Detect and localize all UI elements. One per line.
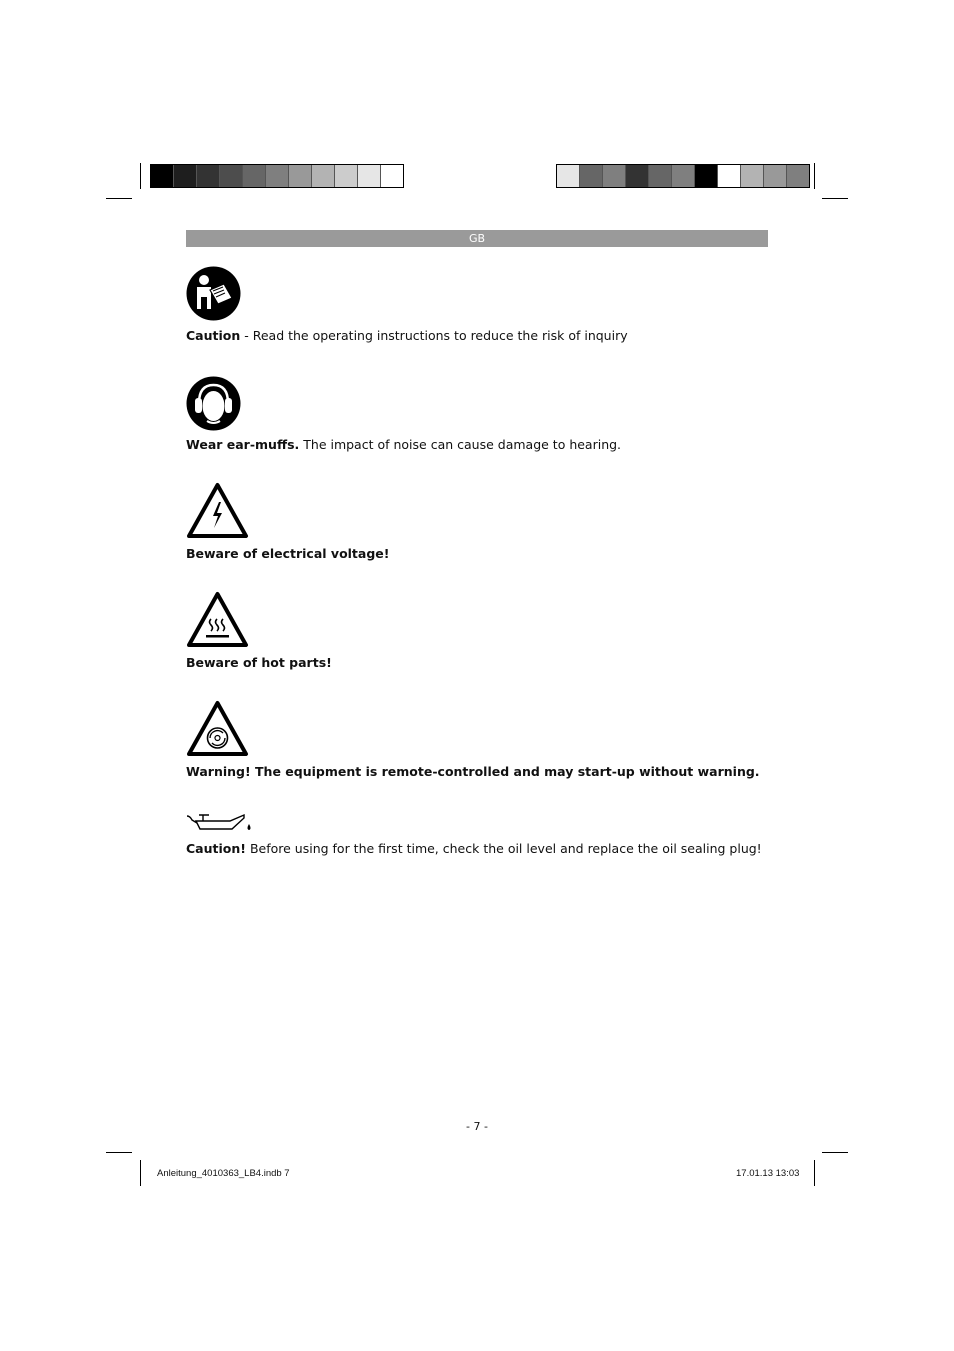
footer-filename: Anleitung_4010363_LB4.indb 7 [157,1168,290,1179]
hot-surface-warning-icon [186,591,249,652]
read-manual-icon [186,266,241,325]
caption-bold: Beware of electrical voltage! [186,546,390,561]
caption-read-manual [186,328,628,343]
color-calibration-bar-right [556,164,810,188]
footer-datetime: 17.01.13 13:03 [736,1168,800,1179]
color-swatch [173,165,196,187]
caption-oil-level [186,841,762,856]
color-swatch [740,165,763,187]
electrical-voltage-warning-icon [186,482,249,543]
color-swatch [357,165,380,187]
caption-bold: Caution! [186,841,246,856]
color-swatch [786,165,809,187]
color-swatch [625,165,648,187]
caption-bold: Beware of hot parts! [186,655,332,670]
color-swatch [671,165,694,187]
color-swatch [602,165,625,187]
ear-muffs-icon [186,376,241,435]
caption-text: - Read the operating instructions to reduce the risk of inquiry [240,328,628,343]
color-swatch [219,165,242,187]
caption-ear-muffs [186,437,621,452]
color-swatch [694,165,717,187]
remote-start-warning-icon [186,700,249,761]
language-header-bar [186,230,768,247]
caption-remote-start [186,764,760,779]
caption-electrical-voltage [186,546,389,561]
color-swatch [288,165,311,187]
color-calibration-bar-left [150,164,404,188]
color-swatch [648,165,671,187]
caption-bold: Caution [186,328,241,343]
page-number: - 7 - [466,1120,488,1133]
caption-bold: Warning! The equipment is remote-controlled and may start-up without warning. [186,764,760,779]
color-swatch [763,165,786,187]
color-swatch [196,165,219,187]
language-code: GB [468,232,486,245]
crop-mark [140,163,141,189]
color-swatch [311,165,334,187]
oil-can-icon [186,810,256,838]
color-swatch [380,165,403,187]
color-swatch [557,165,579,187]
color-swatch [717,165,740,187]
caption-text: The impact of noise can cause damage to hearing. [299,437,622,452]
crop-mark [822,198,848,199]
crop-mark [822,1152,848,1153]
crop-mark [106,1152,132,1153]
color-swatch [579,165,602,187]
crop-mark [814,1160,815,1186]
color-swatch [265,165,288,187]
caption-text: Before using for the first time, check the oil level and replace the oil sealing plug! [245,841,762,856]
color-swatch [334,165,357,187]
color-swatch [151,165,173,187]
crop-mark [814,163,815,189]
color-swatch [242,165,265,187]
crop-mark [106,198,132,199]
crop-mark [140,1160,141,1186]
caption-hot-parts [186,655,332,670]
caption-bold: Wear ear-muffs. [186,437,300,452]
